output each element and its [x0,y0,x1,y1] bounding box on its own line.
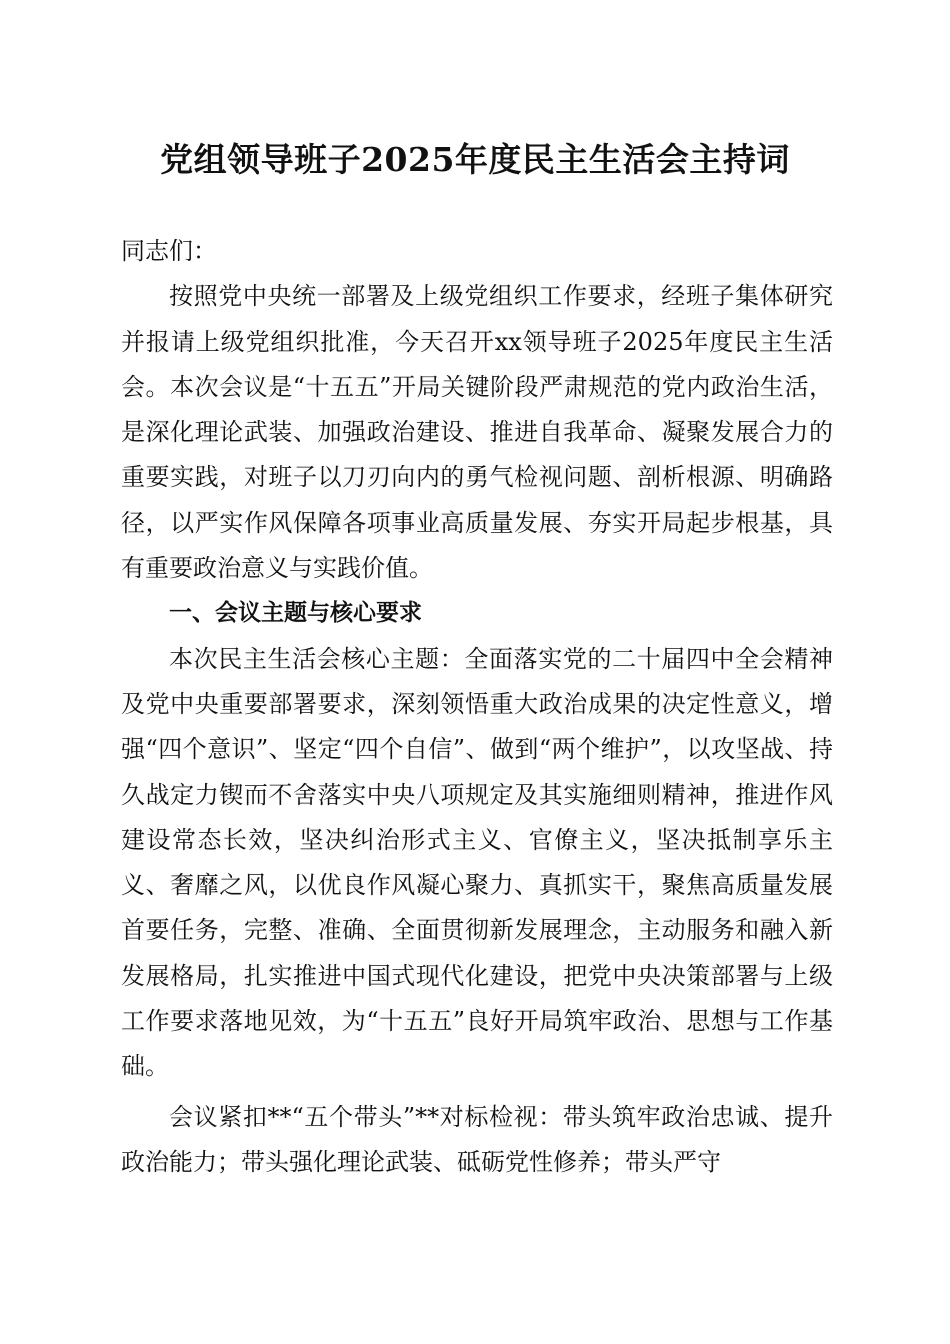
salutation: 同志们： [121,237,217,265]
paragraph-five-leads: 会议紧扣**“五个带头”**对标检视：带头筑牢政治忠诚、提升政治能力；带头强化理论武装、砥砺党性修养；带头严守 [121,1102,833,1176]
document-title: 党组领导班子2025年度民主生活会主持词 [160,140,790,179]
document-body [121,229,833,1185]
section-heading-1: 一、会议主题与核心要求 [169,600,422,627]
paragraph-theme: 本次民主生活会核心主题：全面落实党的二十届四中全会精神及党中央重要部署要求，深刻领悟重大政治成果的决定性意义，增强“四个意识”、坚定“四个自信”、做到“两个维护”，以攻坚战、持久战定力锲而不舍落实中央八项规定及其实施细则精神，推进作风建设常态长效，坚决纠治形式主义、官僚主义，坚决抵制享乐主义、奢靡之风，以优良作风凝心聚力、真抓实干，聚焦高质量发展首要任务，完整、准确、全面贯彻新发展理念，主动服务和融入新发展格局，扎实推进中国式现代化建设，把党中央决策部署与上级工作要求落地见效，为“十五五”良好开局筑牢政治、思想与工作基础。 [121,644,833,1081]
paragraph-opening: 按照党中央统一部署及上级党组织工作要求，经班子集体研究并报请上级党组织批准，今天召开xx领导班子2025年度民主生活会。本次会议是“十五五”开局关键阶段严肃规范的党内政治生活，是深化理论武装、加强政治建设、推进自我革命、凝聚发展合力的重要实践，对班子以刀刃向内的勇气检视问题、剖析根源、明确路径，以严实作风保障各项事业高质量发展、夯实开局起步根基，具有重要政治意义与实践价值。 [121,282,833,583]
